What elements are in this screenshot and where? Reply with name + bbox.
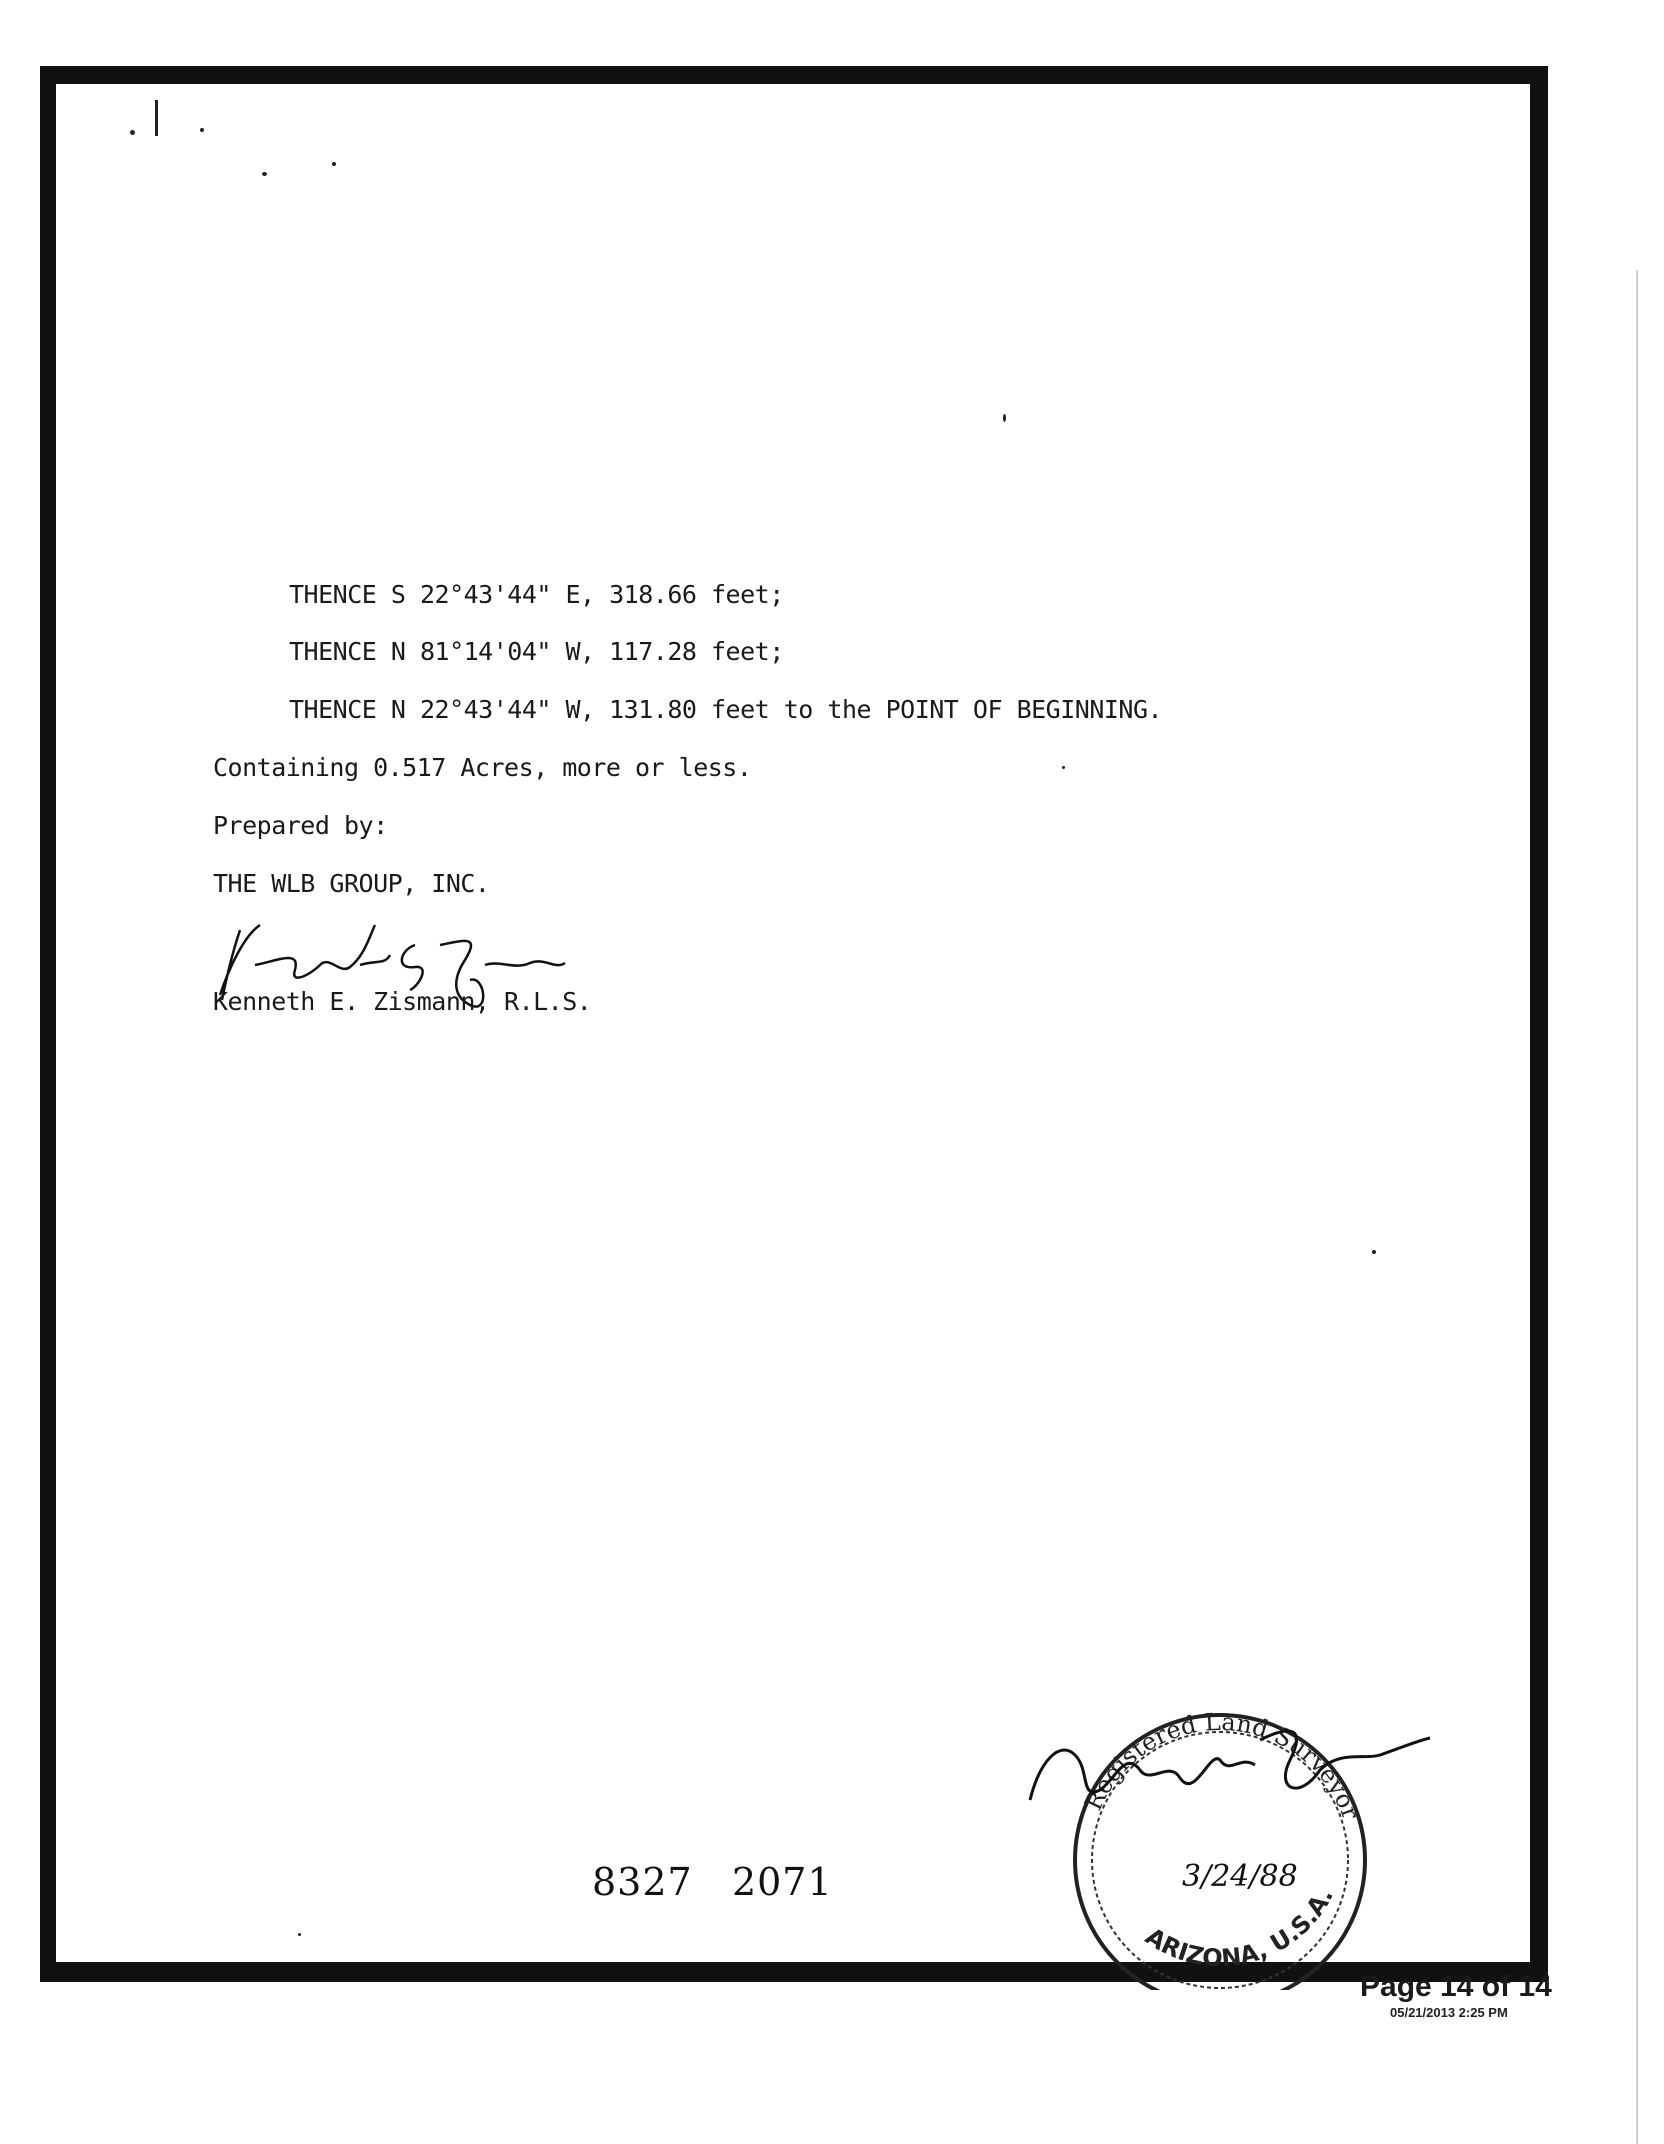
svg-text:ARIZONA, U.S.A.	[1140, 1884, 1338, 1973]
scan-speck	[130, 130, 135, 135]
company-name: THE WLB GROUP, INC.	[213, 869, 490, 898]
scan-speck	[1372, 1250, 1376, 1254]
scan-speck	[1062, 766, 1065, 769]
scan-speck	[332, 162, 336, 166]
scan-speck	[200, 128, 204, 132]
area-statement: Containing 0.517 Acres, more or less.	[213, 753, 752, 782]
metes-line-3: THENCE N 22°43'44" W, 131.80 feet to the POINT OF BEGINNING.	[289, 695, 1163, 724]
metes-line-2: THENCE N 81°14'04" W, 117.28 feet;	[289, 637, 784, 666]
scan-mark	[155, 100, 158, 136]
prepared-by-label: Prepared by:	[213, 811, 388, 840]
scan-speck	[1003, 414, 1006, 422]
page-edge-rule	[1636, 270, 1638, 2144]
scan-speck	[262, 172, 267, 176]
seal-bottom-text: ARIZONA, U.S.A.	[1140, 1883, 1339, 1973]
recording-book-page-number: 8327 2071	[592, 1860, 833, 1904]
surveyor-seal-stamp	[1020, 1660, 1440, 1990]
seal-date: 3/24/88	[1182, 1859, 1298, 1894]
scan-speck	[298, 1933, 301, 1936]
print-timestamp: 05/21/2013 2:25 PM	[1390, 2005, 1508, 2020]
page-number-label: Page 14 of 14	[1360, 1970, 1552, 2003]
surveyor-name: Kenneth E. Zismann, R.L.S.	[213, 987, 592, 1016]
metes-line-1: THENCE S 22°43'44" E, 318.66 feet;	[289, 580, 784, 609]
seal-top-text: Registered Land Surveyor	[1079, 1707, 1365, 1824]
